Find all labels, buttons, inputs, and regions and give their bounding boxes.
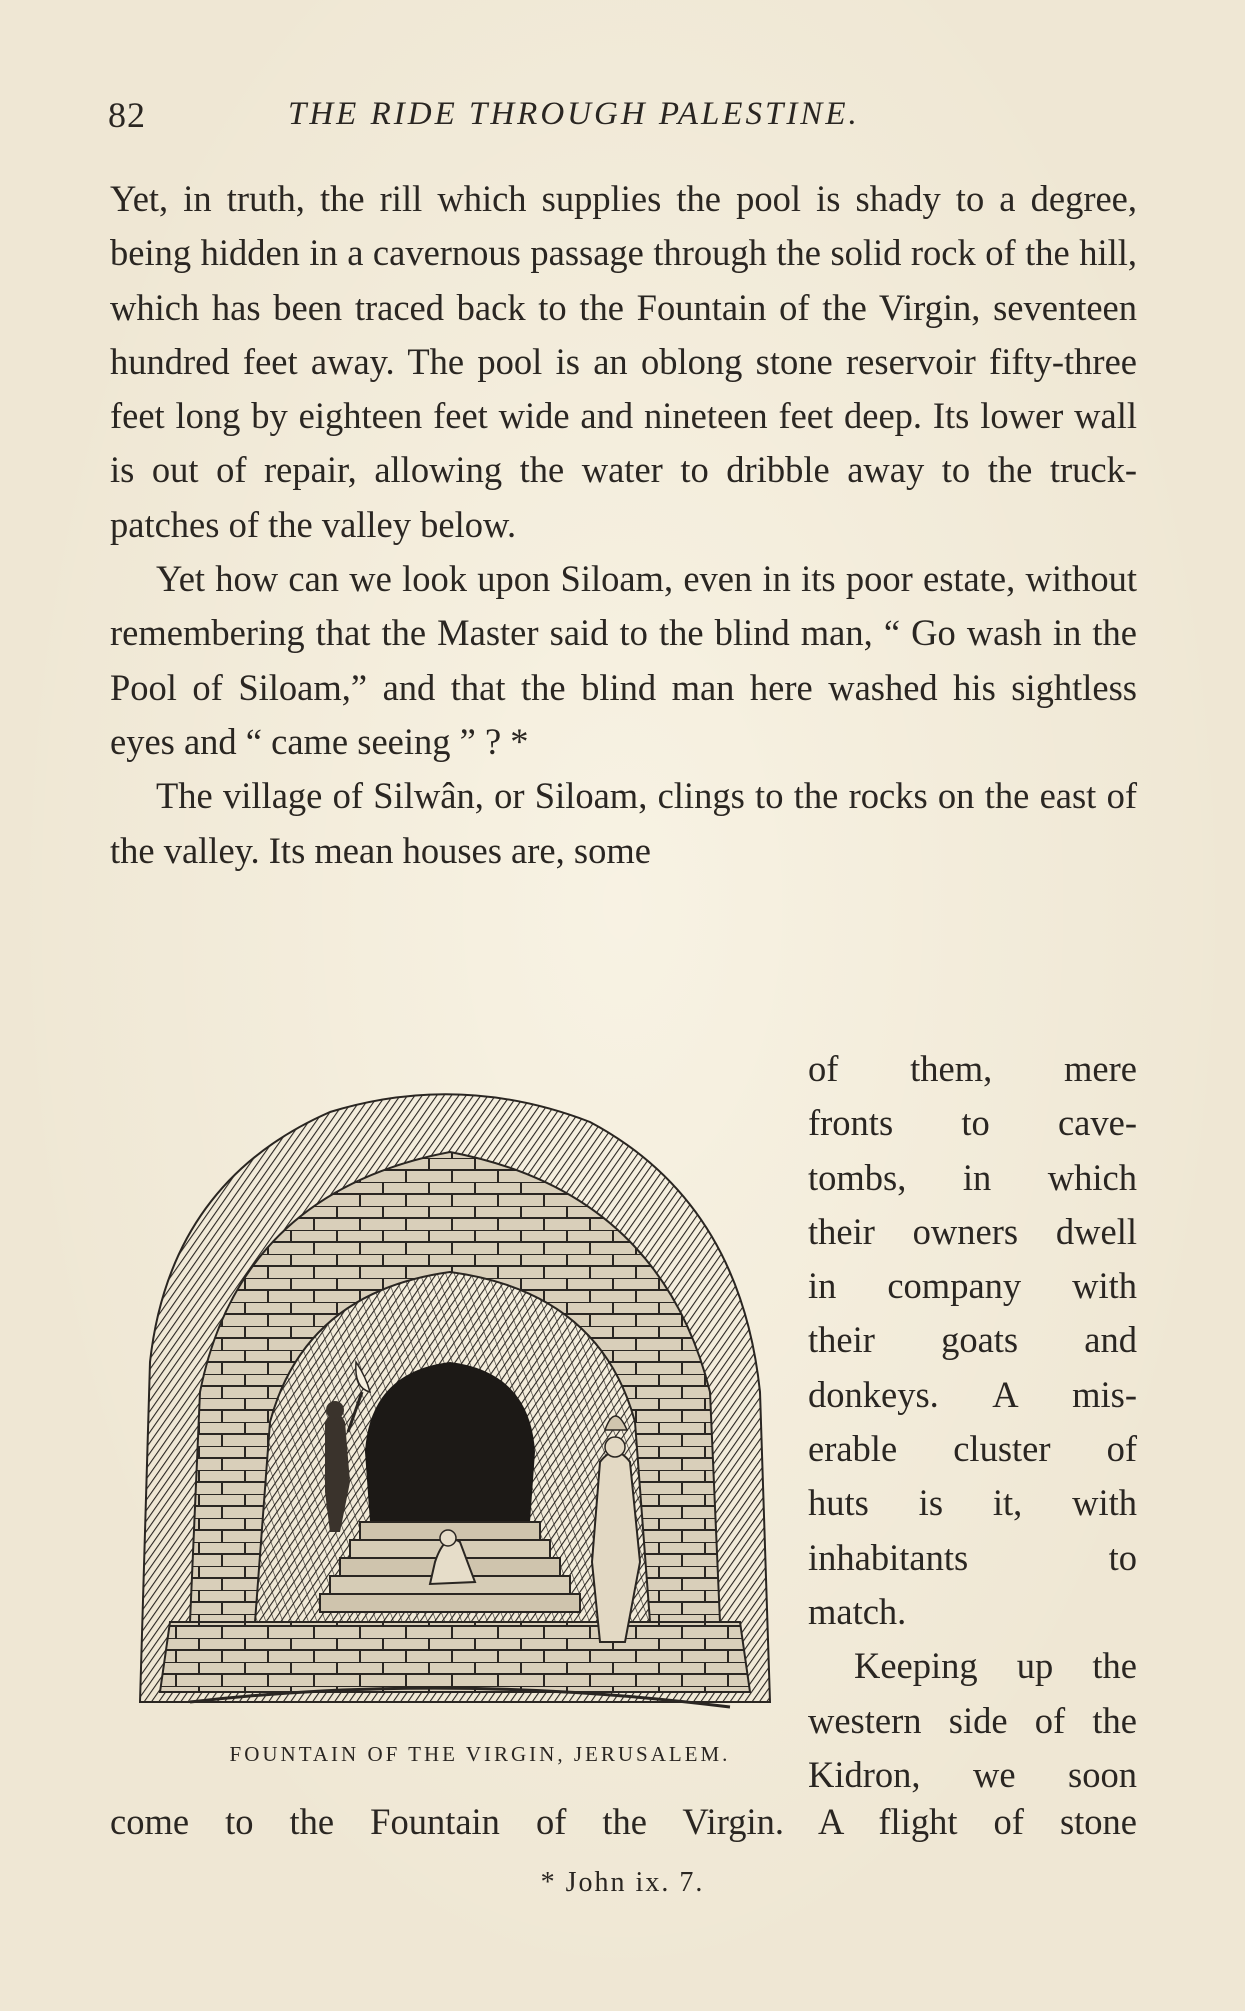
running-head bbox=[108, 94, 1138, 144]
wrapped-line: fronts to cave- bbox=[808, 1102, 1137, 1144]
figure-caption: FOUNTAIN OF THE VIRGIN, JERUSALEM. bbox=[229, 1742, 731, 1766]
wrapped-line: tombs, in which bbox=[808, 1156, 1137, 1198]
wrapped-line: erable cluster of bbox=[808, 1428, 1137, 1470]
wrapped-line: of them, mere bbox=[808, 1048, 1137, 1089]
fountain-engraving bbox=[130, 1062, 780, 1732]
wrapped-line: their owners dwell bbox=[808, 1210, 1137, 1252]
wrapped-line: their goats and bbox=[808, 1319, 1137, 1361]
paragraph-2: Yet how can we look upon Siloam, even in its poor estate, without remembering that the Master said to the blind man, “ Go wash in the Pool of Siloam,” and that the blind man here washed his sightless eyes and “ came seeing ” ? * bbox=[110, 558, 1137, 762]
running-title: THE RIDE THROUGH PALESTINE. bbox=[288, 96, 860, 132]
wrapped-line: Keeping up the bbox=[854, 1645, 1137, 1687]
paragraph-1: Yet, in truth, the rill which supplies the pool is shady to a degree, being hidden in a cavernous passage through the solid rock of the hill, which has been traced back to the Fountain of the Virgin, seventeen hundred feet away. The pool is an oblong stone reservoir fifty-three feet long by eighteen feet wide and nineteen feet deep. Its lower wall is out of repair, allowing the water to dribble away to the truck-patches of the valley below. bbox=[110, 178, 1137, 545]
wrapped-line: western side of the bbox=[808, 1699, 1137, 1741]
wrapped-line: match. bbox=[808, 1590, 907, 1632]
wrapped-line: Kidron, we soon bbox=[808, 1753, 1137, 1795]
footnote: * John ix. 7. bbox=[540, 1867, 705, 1898]
wrapped-line: inhabitants to bbox=[808, 1536, 1137, 1578]
wrapped-line: huts is it, with bbox=[808, 1482, 1137, 1524]
wrapped-text-column bbox=[808, 1042, 1137, 1802]
page-number: 82 bbox=[108, 95, 146, 135]
paragraph-3: The village of Silwân, or Siloam, clings to the rocks on the east of the valley. Its mean houses are, some bbox=[110, 775, 1137, 871]
closing-line: come to the Fountain of the Virgin. A flight of stone bbox=[110, 1801, 1137, 1842]
figure-wrap-block bbox=[110, 1042, 1137, 1795]
body-text bbox=[110, 172, 1137, 878]
wrapped-line: donkeys. A mis- bbox=[808, 1373, 1137, 1415]
wrapped-line: in company with bbox=[808, 1265, 1137, 1307]
